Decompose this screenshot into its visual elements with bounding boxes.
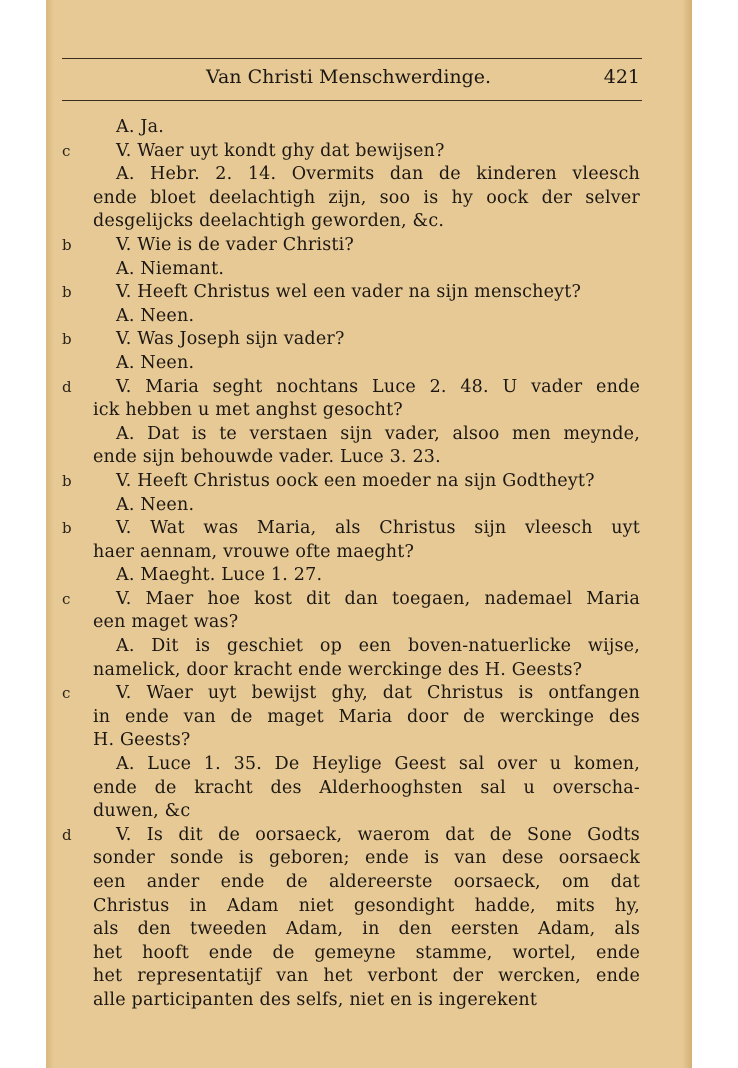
- text-line: [46, 305, 692, 329]
- line-text: duwen, &c: [93, 801, 191, 822]
- text-line: [46, 777, 692, 801]
- line-text: V. Heeft Christus oock een moeder na sijn Godtheyt?: [116, 470, 595, 491]
- line-text: A. Neen.: [116, 352, 195, 373]
- text-line: [46, 140, 692, 164]
- text-line: [46, 423, 692, 447]
- line-text: V. Wie is de vader Christi?: [116, 234, 354, 255]
- line-text: ende sijn behouwde vader. Luce 3. 23.: [93, 447, 441, 468]
- line-text: het hooft ende de gemeyne stamme, wortel, ende: [93, 942, 640, 963]
- text-line: [46, 517, 692, 541]
- text-line: [46, 564, 692, 588]
- text-line: [46, 824, 692, 848]
- text-line: [46, 541, 692, 565]
- line-text: een maget was?: [93, 612, 239, 633]
- line-text: V. Heeft Christus wel een vader na sijn menscheyt?: [116, 282, 582, 303]
- margin-note: b: [62, 519, 72, 538]
- text-line: [46, 187, 692, 211]
- text-line: [46, 895, 692, 919]
- text-line: [46, 729, 692, 753]
- margin-note: c: [62, 141, 71, 160]
- margin-note: c: [62, 684, 71, 703]
- line-text: H. Geests?: [93, 730, 191, 751]
- line-text: een ander ende de aldereerste oorsaeck, om dat: [93, 872, 640, 892]
- text-line: [46, 682, 692, 706]
- text-line: [46, 847, 692, 871]
- margin-note: c: [62, 589, 71, 608]
- line-text: ick hebben u met anghst gesocht?: [93, 400, 403, 421]
- text-line: [46, 494, 692, 518]
- line-text: V. Is dit de oorsaeck, waerom dat de Sone Godts: [116, 824, 640, 845]
- line-text: A. Luce 1. 35. De Heylige Geest sal over u komen,: [116, 754, 640, 775]
- text-line: [46, 965, 692, 989]
- margin-note: b: [62, 330, 72, 349]
- text-line: [46, 281, 692, 305]
- margin-note: d: [62, 825, 72, 844]
- line-text: V. Wat was Maria, als Christus sijn vleesch uyt: [116, 518, 640, 539]
- line-text: V. Waer uyt bewijst ghy, dat Christus is ontfangen: [116, 683, 640, 704]
- page-number: 421: [603, 66, 640, 88]
- line-text: desgelijcks deelachtigh geworden, &c.: [93, 211, 445, 232]
- line-text: A. Hebr. 2. 14. Overmits dan de kinderen vleesch: [116, 164, 640, 185]
- text-line: [46, 163, 692, 187]
- line-text: A. Niemant.: [116, 258, 225, 279]
- line-text: V. Was Joseph sijn vader?: [116, 329, 345, 350]
- running-head: [46, 66, 692, 94]
- line-text: A. Ja.: [116, 117, 164, 137]
- book-page: [46, 0, 692, 1068]
- line-text: A. Neen.: [116, 305, 195, 326]
- text-line: [46, 611, 692, 635]
- line-text: A. Maeght. Luce 1. 27.: [116, 565, 323, 586]
- line-text: het representatijf van het verbont der wercken, ende: [93, 966, 640, 987]
- text-line: [46, 706, 692, 730]
- text-line: [46, 753, 692, 777]
- line-text: A. Dat is te verstaen sijn vader, alsoo men meynde,: [116, 423, 640, 444]
- line-text: haer aennam, vrouwe ofte maeght?: [93, 541, 415, 562]
- text-line: [46, 918, 692, 942]
- margin-note: b: [62, 471, 72, 490]
- body-text: [46, 116, 692, 1013]
- line-text: namelick, door kracht ende werckinge des H. Geests?: [93, 659, 583, 680]
- text-line: [46, 470, 692, 494]
- line-text: V. Maria seght nochtans Luce 2. 48. U vader ende: [116, 376, 640, 397]
- line-text: A. Dit is geschiet op een boven-natuerlicke wijse,: [116, 636, 640, 657]
- text-line: [46, 800, 692, 824]
- text-line: [46, 352, 692, 376]
- line-text: V. Maer hoe kost dit dan toegaen, nademael Maria: [116, 588, 640, 609]
- line-text: V. Waer uyt kondt ghy dat bewijsen?: [116, 140, 445, 161]
- text-line: [46, 588, 692, 612]
- text-line: [46, 635, 692, 659]
- running-head-title: Van Christi Menschwerdinge.: [206, 66, 492, 88]
- text-line: [46, 399, 692, 423]
- line-text: alle participanten des selfs, niet en is ingerekent: [93, 989, 538, 1010]
- header-rule-bottom: [62, 100, 642, 101]
- line-text: ende de kracht des Alderhooghsten sal u overscha-: [93, 777, 640, 798]
- text-line: [46, 210, 692, 234]
- text-line: [46, 116, 692, 140]
- margin-note: b: [62, 283, 72, 302]
- margin-note: b: [62, 235, 72, 254]
- header-rule-top: [62, 58, 642, 59]
- line-text: A. Neen.: [116, 494, 195, 515]
- text-line: [46, 989, 692, 1013]
- text-line: [46, 258, 692, 282]
- text-line: [46, 328, 692, 352]
- text-line: [46, 234, 692, 258]
- text-line: [46, 871, 692, 895]
- line-text: als den tweeden Adam, in den eersten Adam, als: [93, 919, 640, 940]
- line-text: sonder sonde is geboren; ende is van dese oorsaeck: [93, 848, 640, 869]
- margin-note: d: [62, 377, 72, 396]
- text-line: [46, 376, 692, 400]
- line-text: in ende van de maget Maria door de werckinge des: [93, 706, 640, 727]
- text-line: [46, 942, 692, 966]
- text-line: [46, 446, 692, 470]
- text-line: [46, 659, 692, 683]
- line-text: ende bloet deelachtigh zijn, soo is hy oock der selver: [93, 187, 640, 208]
- line-text: Christus in Adam niet gesondight hadde, mits hy,: [93, 895, 640, 916]
